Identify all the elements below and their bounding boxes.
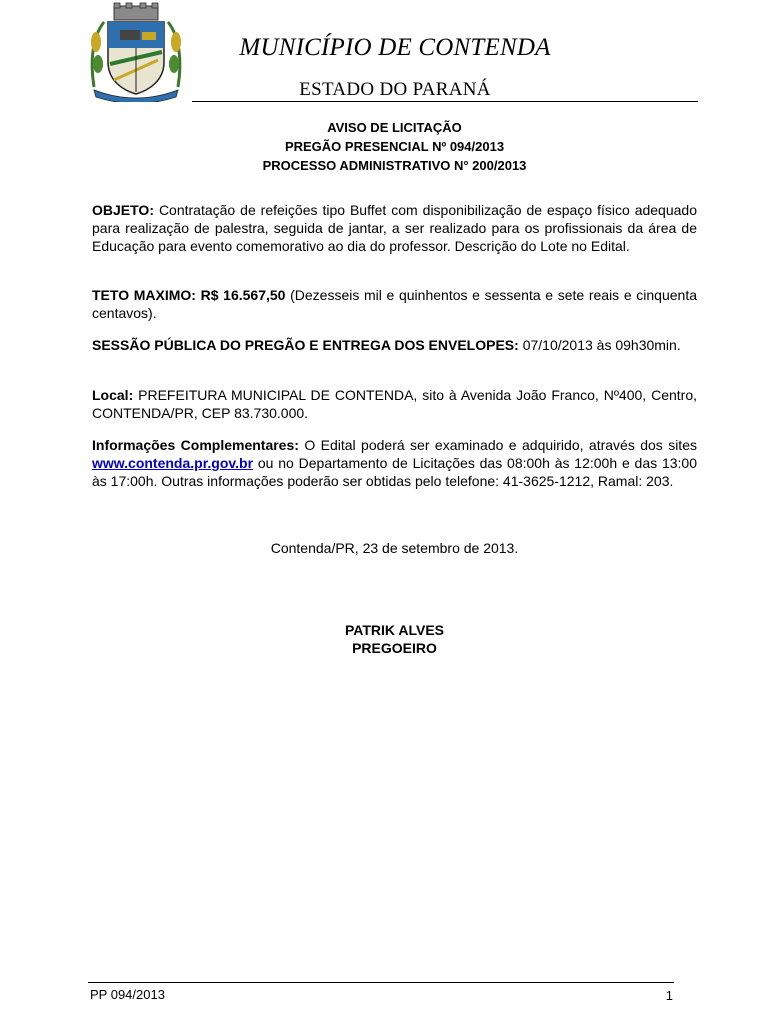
municipality-title: MUNICÍPIO DE CONTENDA <box>239 34 551 61</box>
processo-number: PROCESSO ADMINISTRATIVO N° 200/2013 <box>262 158 527 173</box>
municipal-coat-of-arms-icon <box>84 2 188 102</box>
sessao-label: SESSÃO PÚBLICA DO PREGÃO E ENTREGA DOS ENVELOPES: <box>92 337 519 353</box>
date-line: Contenda/PR, 23 de setembro de 2013. <box>270 540 519 556</box>
sessao-paragraph <box>92 336 697 354</box>
state-title: ESTADO DO PARANÁ <box>299 79 491 100</box>
objeto-text: Contratação de refeições tipo Buffet com disponibilização de espaço físico adequado para realização de palestra, seguida de jantar, a ser realizado para os profissionais da área de Educação para evento comemorativo ao dia do professor. Descrição do Lote no Edital. <box>92 202 697 254</box>
informacoes-text-after: ou no Departamento de Licitações das 08:00h às 12:00h e das 13:00 às 17:00h. Outras informações poderão ser obtidas pelo telefone: 41-3625-1212, Ramal: 203. <box>92 455 697 489</box>
signature-block <box>92 621 697 657</box>
notice-title: AVISO DE LICITAÇÃO <box>327 120 462 135</box>
signatory-name: PATRIK ALVES <box>344 622 445 638</box>
teto-label: TETO MAXIMO: R$ 16.567,50 <box>92 287 286 303</box>
header-divider <box>192 101 698 102</box>
local-text: PREFEITURA MUNICIPAL DE CONTENDA, sito à Avenida João Franco, Nº400, Centro, CONTENDA/PR, CEP 83.730.000. <box>92 387 697 421</box>
objeto-label: OBJETO: <box>92 202 154 218</box>
signatory-role: PREGOEIRO <box>352 640 437 656</box>
pregao-number: PREGÃO PRESENCIAL Nº 094/2013 <box>284 139 505 154</box>
objeto-paragraph <box>92 201 697 255</box>
informacoes-paragraph <box>92 436 697 490</box>
informacoes-text-before: O Edital poderá ser examinado e adquirido, através dos sites <box>298 437 697 453</box>
page-number: 1 <box>665 988 673 1003</box>
informacoes-label: Informações Complementares: <box>92 437 299 453</box>
teto-paragraph <box>92 286 697 322</box>
local-paragraph <box>92 386 697 422</box>
notice-title-block <box>92 118 697 175</box>
local-label: Local: <box>92 387 134 403</box>
footer-document-ref: PP 094/2013 <box>90 987 165 1002</box>
website-link[interactable]: www.contenda.pr.gov.br <box>92 455 254 471</box>
teto-text: (Dezesseis mil e quinhentos e sessenta e sete reais e cinquenta centavos). <box>92 287 698 321</box>
sessao-text: 07/10/2013 às 09h30min. <box>518 337 681 353</box>
footer-divider <box>88 982 674 983</box>
